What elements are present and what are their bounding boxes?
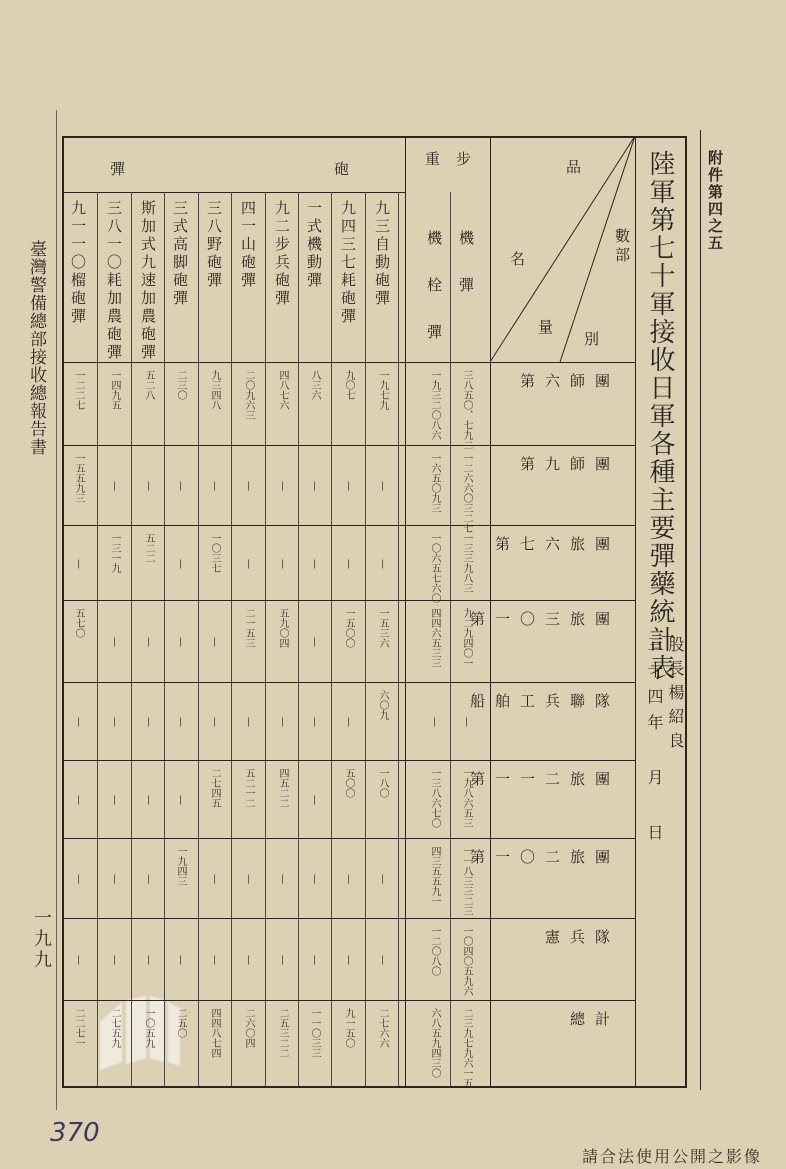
table-cell: —	[109, 481, 120, 491]
table-cell: 四五二二	[277, 768, 288, 808]
unit-label: 第七六旅團	[494, 535, 620, 553]
unit-label: 船舶工兵聯隊	[469, 692, 620, 710]
table-cell: —	[277, 717, 288, 727]
table-cell: 一一八三三二三	[461, 846, 472, 916]
table-cell: —	[73, 955, 84, 965]
table-cell: —	[175, 637, 186, 647]
table-cell: —	[175, 795, 186, 805]
table-cell: —	[73, 558, 84, 569]
table-cell: —	[109, 717, 120, 727]
table-cell: —	[243, 558, 254, 569]
table-cell: 五二一二	[243, 768, 254, 808]
table-cell: —	[309, 874, 320, 884]
table-cell: —	[243, 874, 254, 884]
unit-label: 憲兵隊	[544, 928, 620, 946]
table-cell: —	[243, 481, 254, 491]
row-rule	[62, 600, 635, 601]
table-cell: 一九四三	[175, 846, 186, 886]
table-cell: —	[309, 481, 320, 491]
table-cell: —	[309, 558, 320, 569]
table-cell: 三八五〇、七九二	[461, 370, 472, 450]
table-cell: 一九八六五三	[461, 768, 472, 828]
table-cell: 一三八六七〇	[429, 768, 440, 828]
header-bie: 別	[584, 330, 600, 348]
column-rule	[365, 192, 366, 1086]
table-cell: —	[277, 874, 288, 884]
table-cell: 二三九七九六一五	[461, 1008, 472, 1088]
table-cell: —	[209, 637, 220, 647]
table-cell: 一三三九八三	[461, 533, 472, 593]
table-cell: 一〇六五七六〇	[429, 533, 440, 603]
item-header: 四一山砲彈	[239, 200, 257, 290]
table-cell: 二五〇	[175, 1008, 186, 1038]
table-cell: —	[309, 637, 320, 647]
table-cell: 九〇七	[343, 370, 354, 400]
table-cell: 二七四五	[209, 768, 220, 808]
table-cell: —	[277, 481, 288, 491]
table-cell: —	[343, 874, 354, 884]
table-cell: 二三〇	[175, 370, 186, 400]
artillery-sub-rule	[62, 192, 405, 193]
table-cell: —	[143, 637, 154, 647]
item-header: 三式高脚砲彈	[171, 200, 189, 308]
table-cell: —	[209, 717, 220, 727]
column-rule	[298, 192, 299, 1086]
table-cell: —	[377, 874, 388, 884]
report-date: 三十四年 月 日	[645, 636, 664, 850]
table-cell: —	[209, 955, 220, 965]
table-cell: 二六〇四	[243, 1008, 254, 1048]
column-rule	[97, 192, 98, 1086]
item-header: 斯加式九速加農砲彈	[139, 200, 157, 362]
row-rule	[62, 760, 635, 761]
right-margin-rule	[700, 130, 701, 1090]
table-cell: 四四八七四	[209, 1008, 220, 1058]
table-title: 陸軍第七十軍接收日軍各種主要彈藥統計表	[645, 150, 675, 682]
table-cell: 八三六	[309, 370, 320, 400]
table-cell: —	[309, 795, 320, 805]
unit-label: 第一〇三旅團	[469, 610, 620, 628]
table-cell: —	[377, 481, 388, 491]
table-cell: 一五三六	[377, 608, 388, 648]
table-cell: —	[73, 717, 84, 727]
column-rule	[398, 192, 399, 1086]
table-cell: —	[377, 955, 388, 965]
table-cell: 五二二	[143, 533, 154, 563]
table-cell: —	[109, 955, 120, 965]
table-cell: —	[143, 955, 154, 965]
table-cell: —	[377, 558, 388, 569]
column-rule	[198, 192, 199, 1086]
table-cell: 一三一九	[109, 533, 120, 573]
table-cell: —	[343, 558, 354, 569]
table-cell: 五七〇	[73, 608, 84, 638]
table-cell: 六〇九	[377, 690, 388, 720]
table-cell: 一〇四〇五九六	[461, 926, 472, 996]
table-cell: —	[243, 955, 254, 965]
column-rule	[231, 192, 232, 1086]
row-rule	[62, 525, 635, 526]
table-cell: 一二二七	[73, 370, 84, 410]
table-cell: —	[73, 795, 84, 805]
table-cell: —	[277, 558, 288, 569]
table-cell: —	[277, 955, 288, 965]
table-cell: —	[461, 717, 472, 727]
table-cell: 二七六六	[377, 1008, 388, 1048]
table-cell: —	[175, 558, 186, 569]
officer-name: 股長楊紹良	[666, 636, 685, 756]
title-divider	[635, 136, 636, 1088]
table-cell: —	[73, 874, 84, 884]
item-header: 一式機動彈	[305, 200, 323, 290]
table-cell: 一五五九三	[73, 453, 84, 503]
table-cell: 四四六五三三	[429, 608, 440, 668]
column-rule	[450, 192, 451, 1086]
column-rule	[164, 192, 165, 1086]
table-cell: —	[429, 717, 440, 727]
table-cell: 一一〇三三	[309, 1008, 320, 1058]
table-cell: —	[343, 481, 354, 491]
item-header: 九四三七耗砲彈	[339, 200, 357, 326]
unit-label: 第一一二旅團	[469, 770, 620, 788]
table-cell: 一五〇〇	[343, 608, 354, 648]
column-rule	[331, 192, 332, 1086]
table-cell: —	[109, 637, 120, 647]
table-cell: 四八七六	[277, 370, 288, 410]
group-infantry-top: 步	[456, 150, 472, 168]
item-header: 三八一〇耗加農砲彈	[105, 200, 123, 362]
row-rule	[62, 1000, 635, 1001]
table-cell: —	[243, 717, 254, 727]
annex-label: 附件第四之五	[706, 150, 724, 252]
handwritten-number: 370	[50, 1118, 100, 1148]
table-cell: 九三四八	[209, 370, 220, 410]
column-rule	[131, 192, 132, 1086]
item-header: 九二步兵砲彈	[273, 200, 291, 308]
unit-label: 第六師團	[519, 372, 620, 390]
infantry-divider	[405, 136, 406, 1088]
table-cell: —	[109, 874, 120, 884]
table-cell: 九二九四〇一	[461, 608, 472, 668]
item-header: 機彈	[457, 230, 475, 324]
row-rule	[62, 682, 635, 683]
unit-label: 第一〇二旅團	[469, 848, 620, 866]
header-liang: 量	[538, 318, 554, 336]
item-header: 機栓彈	[425, 230, 443, 371]
table-cell: 一九七九	[377, 370, 388, 410]
header-bu: 數部	[613, 228, 631, 266]
header-bottom-rule	[62, 362, 635, 363]
table-cell: —	[143, 481, 154, 491]
column-rule	[265, 192, 266, 1086]
item-header: 三八野砲彈	[205, 200, 223, 290]
table-cell: —	[343, 717, 354, 727]
table-cell: —	[175, 717, 186, 727]
table-cell: 一九三二〇八六	[429, 370, 440, 440]
table-cell: 二五三二二	[277, 1008, 288, 1058]
header-ming: 名	[510, 250, 526, 268]
page-number: 一九九	[31, 908, 52, 971]
table-cell: 六八五九四三〇	[429, 1008, 440, 1078]
watermark: 請合法使用公開之影像	[582, 1147, 763, 1166]
row-rule	[62, 918, 635, 919]
table-cell: 二一五三	[243, 608, 254, 648]
table-cell: 五〇〇	[343, 768, 354, 798]
table-cell: 一八〇	[377, 768, 388, 798]
table-cell: 五二八	[143, 370, 154, 400]
group-infantry-bottom: 重	[425, 150, 441, 168]
unit-label: 第九師團	[519, 455, 620, 473]
table-cell: —	[309, 955, 320, 965]
table-cell: —	[143, 795, 154, 805]
table-cell: —	[109, 795, 120, 805]
table-cell: 二七五九	[109, 1008, 120, 1048]
table-cell: 一二六六〇三二七	[461, 453, 472, 533]
table-cell: —	[143, 874, 154, 884]
table-cell: 一六五〇九三	[429, 453, 440, 513]
row-rule	[62, 445, 635, 446]
header-pin: 品	[566, 158, 582, 176]
table-cell: —	[175, 955, 186, 965]
book-title: 臺灣警備總部接收總報告書	[26, 240, 46, 456]
table-cell: —	[175, 481, 186, 491]
left-margin-rule	[56, 110, 57, 1110]
row-rule	[62, 838, 635, 839]
group-artillery-right: 砲	[334, 160, 350, 178]
group-artillery-left: 彈	[110, 160, 126, 178]
table-cell: 一〇三七	[209, 533, 220, 573]
table-cell: 五九〇四	[277, 608, 288, 648]
table-cell: —	[209, 481, 220, 491]
table-cell: 九一五〇	[343, 1008, 354, 1048]
table-cell: —	[143, 717, 154, 727]
item-header: 九三自動砲彈	[373, 200, 391, 308]
table-cell: 二〇九六三	[243, 370, 254, 420]
table-cell: 二二七一	[73, 1008, 84, 1048]
table-cell: 四三五五九一	[429, 846, 440, 906]
table-cell: 一〇五九	[143, 1008, 154, 1048]
table-cell: 一二〇八〇	[429, 926, 440, 976]
table-cell: —	[343, 955, 354, 965]
item-header: 九一一〇榴砲彈	[69, 200, 87, 326]
unit-label: 總計	[569, 1010, 620, 1028]
table-cell: —	[209, 874, 220, 884]
table-cell: 一四九五	[109, 370, 120, 410]
table-cell: —	[309, 717, 320, 727]
